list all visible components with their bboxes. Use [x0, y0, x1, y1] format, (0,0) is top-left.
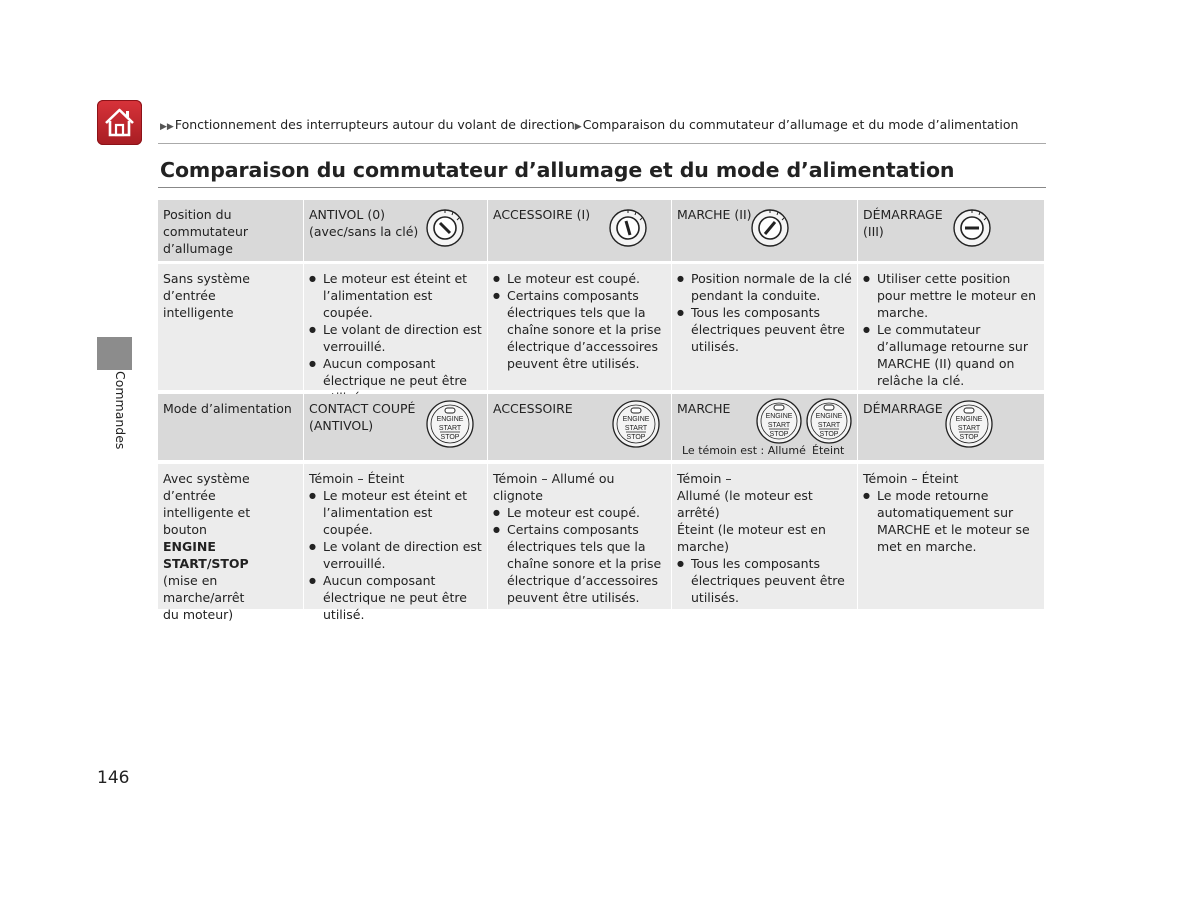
- engine-start-stop-button-icon: [611, 400, 661, 448]
- list-item: ● Aucun composant électrique ne peut être: [309, 355, 482, 406]
- page-title: Comparaison du commutateur d’allumage et du mode d’alimentation: [160, 158, 955, 182]
- stop-label: STOP: [769, 431, 789, 438]
- list-item: ● Certains composants électriques tels que la chaîne sonore et la prise électrique d’accessoires peuvent être utilisés.: [493, 521, 666, 606]
- stop-label: STOP: [440, 434, 460, 441]
- lamp-off-caption: Éteint: [812, 444, 845, 457]
- list-item: ● Le moteur est coupé.: [493, 504, 666, 521]
- row2-header: Sans système d’entrée intelligente: [158, 264, 303, 390]
- engine-start-stop-button-icon: [944, 400, 994, 448]
- stop-label: STOP: [959, 434, 979, 441]
- row1-accessoire-label: ACCESSOIRE (I): [493, 207, 591, 222]
- row3-demarrage-label: DÉMARRAGE: [863, 401, 943, 416]
- start-label: START: [957, 425, 981, 432]
- row3-header: Mode d’alimentation: [158, 394, 303, 460]
- row2-marche-list: [677, 270, 852, 355]
- list-item: ● Aucun composant électrique ne peut être utilisé.: [309, 572, 482, 623]
- row2-antivol-list: [309, 270, 482, 406]
- breadcrumb-link-1[interactable]: Fonctionnement des interrupteurs autour du volant de direction: [174, 117, 575, 132]
- list-item: ● Le moteur est éteint et l’alimentation est coupée.: [309, 487, 482, 538]
- breadcrumb-arrow-icon: ▶▶: [160, 122, 174, 132]
- row1-demarrage: [858, 200, 1044, 261]
- header-divider: [158, 143, 1046, 144]
- row4-antivol-lead: Témoin – Éteint: [309, 471, 405, 486]
- home-icon: [101, 104, 138, 141]
- row2-demarrage-list: [863, 270, 1039, 389]
- engine-label: ENGINE: [955, 416, 983, 423]
- breadcrumb: [160, 117, 1018, 132]
- list-item: ● Le commutateur d’allumage retourne sur MARCHE (II) quand on relâche la clé.: [863, 321, 1039, 389]
- engine-label: ENGINE: [765, 413, 793, 420]
- breadcrumb-arrow-icon: ▶: [574, 122, 582, 132]
- row4-demarrage: [858, 464, 1044, 609]
- row3-marche-label: MARCHE: [677, 401, 731, 416]
- ignition-key-marche-icon: [750, 208, 790, 248]
- engine-label: ENGINE: [436, 416, 464, 423]
- list-item: ● Tous les composants électriques peuvent être utilisés.: [677, 555, 852, 606]
- row3-accessoire-label: ACCESSOIRE: [493, 401, 573, 416]
- engine-start-stop-button-icon: [425, 400, 475, 448]
- section-tab-commandes[interactable]: [97, 337, 132, 370]
- row3-contact-coupe-label: CONTACT COUPÉ (ANTIVOL): [309, 401, 416, 433]
- row4-header-bold: ENGINE START/STOP: [163, 539, 249, 571]
- row2-accessoire-list: [493, 270, 666, 372]
- row4-accessoire-lead: Témoin – Allumé ou clignote: [493, 471, 615, 503]
- title-divider: [158, 187, 1046, 188]
- section-label: Commandes: [113, 371, 128, 450]
- row4-header-pre: Avec système d’entrée intelligente et bouton: [163, 471, 251, 537]
- row2-antivol: [304, 264, 487, 390]
- ignition-key-antivol-icon: [425, 208, 465, 248]
- breadcrumb-current: Comparaison du commutateur d’allumage et du mode d’alimentation: [582, 117, 1019, 132]
- engine-label: ENGINE: [815, 413, 843, 420]
- engine-start-stop-button-lamp-on-icon: [754, 398, 804, 444]
- lamp-on-caption: Le témoin est : Allumé: [682, 444, 806, 457]
- row1-demarrage-label: DÉMARRAGE (III): [863, 207, 943, 239]
- stop-label: STOP: [819, 431, 839, 438]
- list-item: ● Tous les composants électriques peuvent être utilisés.: [677, 304, 852, 355]
- row2-accessoire: [488, 264, 671, 390]
- list-item: ● Le mode retourne automatiquement sur MARCHE et le moteur se met en marche.: [863, 487, 1039, 555]
- stop-label: STOP: [626, 434, 646, 441]
- ignition-key-demarrage-icon: [952, 208, 992, 248]
- list-item: ● Position normale de la clé pendant la conduite.: [677, 270, 852, 304]
- row4-header-post: (mise en marche/arrêt du moteur): [163, 573, 245, 622]
- row4-marche: [672, 464, 857, 609]
- start-label: START: [817, 422, 841, 429]
- row4-marche-lead: Témoin – Allumé (le moteur est arrêté) Éteint (le moteur est en marche): [677, 471, 826, 554]
- row2-marche: [672, 264, 857, 390]
- engine-label: ENGINE: [622, 416, 650, 423]
- list-item: ● Le moteur est éteint et l’alimentation est coupée.: [309, 270, 482, 321]
- start-label: START: [767, 422, 791, 429]
- list-item: ● Certains composants électriques tels que la chaîne sonore et la prise électrique d’accessoires peuvent être utilisés.: [493, 287, 666, 372]
- row1-marche-label: MARCHE (II): [677, 207, 752, 222]
- row4-header: [158, 464, 303, 622]
- list-item: ● Le moteur est coupé.: [493, 270, 666, 287]
- row4-accessoire-list: [493, 504, 666, 606]
- row4-demarrage-list: [863, 487, 1039, 555]
- row4-marche-list: [677, 555, 852, 606]
- list-item: ● Utiliser cette position pour mettre le moteur en marche.: [863, 270, 1039, 321]
- row2-demarrage: [858, 264, 1044, 390]
- row4-accessoire: [488, 464, 671, 609]
- list-item: ● Le volant de direction est verrouillé.: [309, 321, 482, 355]
- row4-antivol-list: [309, 487, 482, 623]
- list-item: ● Le volant de direction est verrouillé.: [309, 538, 482, 572]
- row4-demarrage-lead: Témoin – Éteint: [863, 471, 959, 486]
- page-number: 146: [97, 768, 130, 788]
- ignition-key-accessoire-icon: [608, 208, 648, 248]
- row1-antivol-label: ANTIVOL (0) (avec/sans la clé): [309, 207, 419, 239]
- start-label: START: [624, 425, 648, 432]
- engine-start-stop-button-lamp-off-icon: [804, 398, 854, 444]
- start-label: START: [438, 425, 462, 432]
- row1-header: Position du commutateur d’allumage: [158, 200, 303, 261]
- row4-antivol: [304, 464, 487, 622]
- home-button[interactable]: [97, 100, 142, 145]
